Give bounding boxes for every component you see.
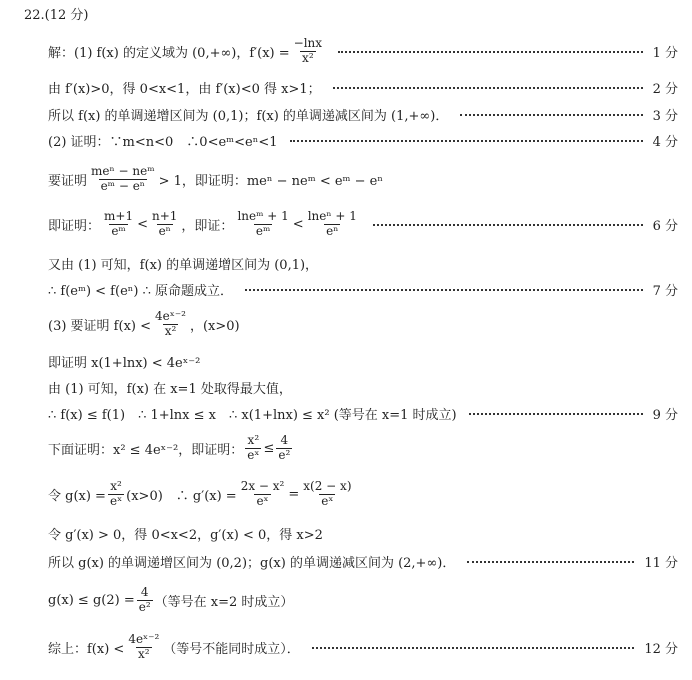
points-label: 7 分 [652,283,678,299]
fraction: $\frac{\text{x²}}{\text{eˣ}}$ [109,478,123,508]
solution-line-6: 即证明： $\frac{m+1}{\text{eᵐ}}$ < $\frac{n+1}{\text{eⁿ}}$ ，即证： $\frac{\text{lneᵐ + 1}}{\text{eᵐ}}$ < $\frac{\text{lneⁿ + 1}}{\text{eⁿ}}$ 6 分 [48,208,678,238]
points-label: 4 分 [652,134,678,150]
line-text: 综上：f(x) < [48,641,125,657]
fraction: $\frac{m+1}{\text{eᵐ}}$ [104,208,134,238]
fraction: $\frac{n+1}{\text{eⁿ}}$ [152,208,178,238]
dot-leader [373,223,643,226]
points-label: 3 分 [652,108,678,124]
solution-line-7 [48,252,678,274]
fraction: $\frac{\text{2x − x²}}{\text{eˣ}}$ [240,478,285,508]
solution-line-3 [48,103,678,125]
line-text: 所以 g(x) 的单调递增区间为 (0,2)；g(x) 的单调递减区间为 (2,+∞)． [48,555,456,571]
dot-leader [469,412,643,415]
dot-leader [460,113,642,116]
fraction: $\frac{\text{x²}}{\text{eˣ}}$ [247,432,260,462]
solution-line-18 [48,628,678,666]
fraction: $\frac{\text{lneⁿ + 1}}{\text{eⁿ}}$ [307,208,357,238]
line-text: 由 f′(x)>0，得 0<x<1，由 f′(x)<0 得 x>1； [48,81,321,97]
line-text: 解：(1) f(x) 的定义域为 (0,+∞)，f′(x) = [48,45,290,61]
solution-line-14: 令 g(x) = $\frac{\text{x²}}{\text{eˣ}}$ (x>0) ∴ g′(x) = $\frac{\text{2x − x²}}{\text{eˣ}}$ = $\frac{x(2 - x)}{\text{eˣ}}$ [48,478,352,508]
fraction: $\frac{-\ln x}{\text{x²}}$ [293,35,323,65]
line-text: 要证明 [48,173,88,189]
fraction: $\frac{4}{\text{e²}}$ [138,584,151,614]
points-label: 1 分 [652,45,678,61]
fraction: $\frac{\text{4eˣ⁻²}}{\text{x²}}$ [155,308,186,338]
solution-line-13: 下面证明：x² ≤ 4eˣ⁻²，即证明： $\frac{\text{x²}}{\text{eˣ}}$ ≤ $\frac{4}{\text{e²}}$ [48,432,291,462]
line-text: (2) 证明：∵m<n<0 ∴0<eᵐ<eⁿ<1 [48,134,278,150]
line-text: （等号不能同时成立）． [163,641,300,657]
solution-line-11 [48,376,678,398]
line-text: 令 g′(x) > 0，得 0<x<2，g′(x) < 0，得 x>2 [48,527,323,543]
line-text: ，(x>0) [189,318,240,334]
solution-line-8 [48,278,678,300]
points-label: 9 分 [652,407,678,423]
dot-leader [333,86,643,89]
line-text: （等号在 x=2 时成立） [154,594,294,610]
points-label: 2 分 [652,81,678,97]
solution-line-15 [48,522,678,544]
line-text: (3) 要证明 f(x) < [48,318,151,334]
line-text: ∴ f(x) ≤ f(1) ∴ 1+lnx ≤ x ∴ x(1+lnx) ≤ x² (等号在 x=1 时成立) [48,407,457,423]
solution-line-12 [48,402,678,424]
solution-line-5 [48,162,678,196]
dot-leader [467,560,634,563]
solution-line-1 [48,34,678,68]
dot-leader [338,50,643,53]
fraction: $\frac{\text{4eˣ⁻²}}{\text{x²}}$ [128,631,160,661]
line-text: 又由 (1) 可知，f(x) 的单调递增区间为 (0,1)， [48,257,319,273]
fraction: $\frac{\text{meⁿ − neᵐ}}{\text{eᵐ − eⁿ}}$ [91,163,155,193]
line-text: > 1，即证明：meⁿ − neᵐ < eᵐ − eⁿ [158,173,383,189]
fraction: $\frac{4}{\text{e²}}$ [278,432,291,462]
points-label: 11 分 [644,555,678,571]
line-text: 下面证明：x² ≤ 4eˣ⁻²，即证明： [48,442,244,458]
points-label: 6 分 [652,218,678,234]
dot-leader [290,139,643,142]
line-text: 即证明 x(1+lnx) < 4eˣ⁻² [48,355,201,371]
dot-leader [245,288,643,291]
problem-header: 22.(12 分) [24,8,89,23]
line-text: g(x) ≤ g(2) = [48,592,135,608]
line-text: ∴ f(eᵐ) < f(eⁿ) ∴ 原命题成立． [48,283,233,299]
solution-line-9 [48,306,678,342]
solution-line-16 [48,550,678,572]
solution-line-17 [48,582,678,618]
points-label: 12 分 [644,641,678,657]
line-text: 令 g(x) = [48,488,106,504]
solution-line-4 [48,129,678,151]
fraction: $\frac{\text{lneᵐ + 1}}{\text{eᵐ}}$ [237,208,289,238]
line-text: 由 (1) 可知，f(x) 在 x=1 处取得最大值， [48,381,292,397]
solution-line-10 [48,350,678,372]
line-text: 即证明： [48,218,101,234]
solution-line-2 [48,76,678,98]
line-text: 所以 f(x) 的单调递增区间为 (0,1)；f(x) 的单调递减区间为 (1,+∞)． [48,108,449,124]
fraction: $\frac{x(2 - x)}{\text{eˣ}}$ [303,478,352,508]
dot-leader [312,646,635,649]
